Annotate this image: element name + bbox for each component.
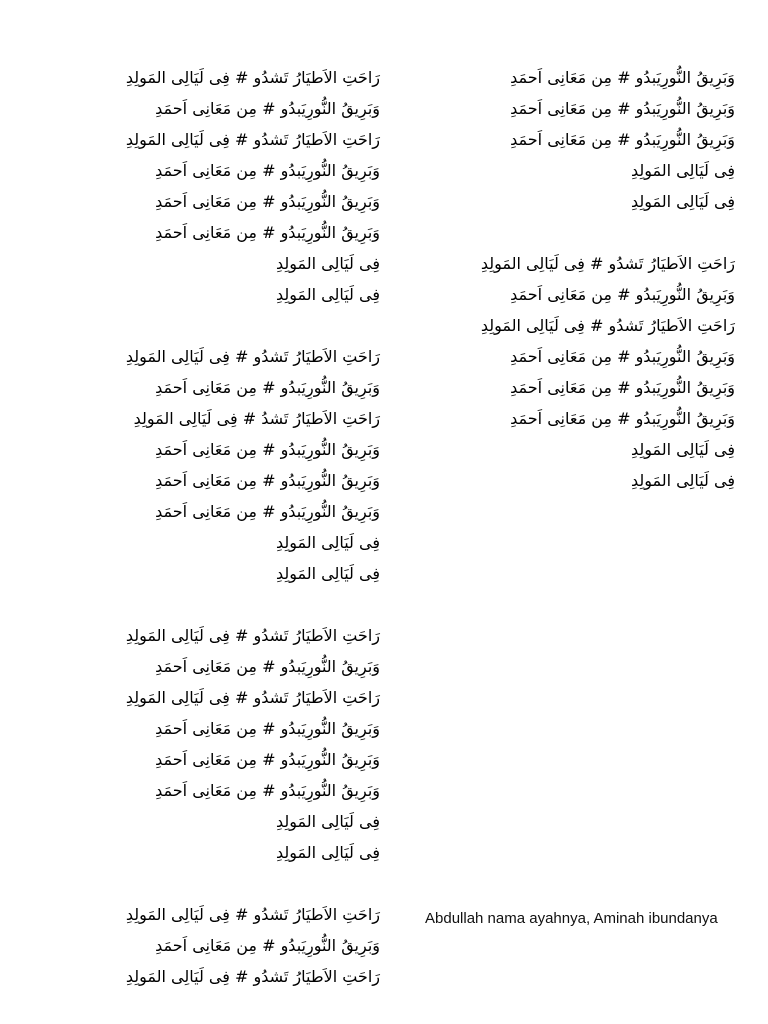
verse-line: رَاحَتِ الاَطيَارُ تَشدُو # فِى لَيَالِى المَولِدِ	[125, 130, 380, 149]
verse-line: وَبَرِيقُ النُّورِيَبدُو # مِن مَعَانِى اَحمَدِ	[155, 936, 380, 955]
verse-line: فِى لَيَالِى المَولِدِ	[275, 812, 380, 831]
right-column	[410, 62, 735, 496]
verse-line: رَاحَتِ الاَطيَارُ تَشدُو # فِى لَيَالِى المَولِدِ	[480, 316, 735, 335]
verse-line: وَبَرِيقُ النُّورِيَبدُو # مِن مَعَانِى اَحمَدِ	[510, 285, 735, 304]
verse-line: وَبَرِيقُ النُّورِيَبدُو # مِن مَعَانِى اَحمَدِ	[510, 409, 735, 428]
stanza-6	[410, 248, 735, 496]
stanza-2	[60, 341, 380, 589]
stanza-5	[410, 62, 735, 217]
verse-line: وَبَرِيقُ النُّورِيَبدُو # مِن مَعَانِى اَحمَدِ	[155, 657, 380, 676]
stanza-4	[60, 899, 380, 992]
verse-line: وَبَرِيقُ النُّورِيَبدُو # مِن مَعَانِى اَحمَدِ	[155, 781, 380, 800]
verse-line: فِى لَيَالِى المَولِدِ	[630, 471, 735, 490]
verse-line: وَبَرِيقُ النُّورِيَبدُو # مِن مَعَانِى اَحمَدِ	[155, 161, 380, 180]
verse-line: فِى لَيَالِى المَولِدِ	[275, 564, 380, 583]
verse-line: فِى لَيَالِى المَولِدِ	[275, 254, 380, 273]
stanza-gap	[60, 589, 380, 620]
verse-line: رَاحَتِ الاَطيَارُ تَشدُو # فِى لَيَالِى المَولِدِ	[125, 626, 380, 645]
verse-line: رَاحَتِ الاَطيَارُ تَشدُو # فِى لَيَالِى المَولِدِ	[125, 68, 380, 87]
verse-line: وَبَرِيقُ النُّورِيَبدُو # مِن مَعَانِى اَحمَدِ	[510, 378, 735, 397]
stanza-gap	[410, 217, 735, 248]
verse-line: فِى لَيَالِى المَولِدِ	[275, 843, 380, 862]
left-column	[60, 62, 380, 992]
verse-line: وَبَرِيقُ النُّورِيَبدُو # مِن مَعَانِى اَحمَدِ	[155, 99, 380, 118]
verse-line: وَبَرِيقُ النُّورِيَبدُو # مِن مَعَانِى اَحمَدِ	[510, 130, 735, 149]
verse-line: وَبَرِيقُ النُّورِيَبدُو # مِن مَعَانِى اَحمَدِ	[155, 378, 380, 397]
verse-line: وَبَرِيقُ النُّورِيَبدُو # مِن مَعَانِى اَحمَدِ	[155, 719, 380, 738]
verse-line: وَبَرِيقُ النُّورِيَبدُو # مِن مَعَانِى اَحمَدِ	[510, 68, 735, 87]
verse-line: وَبَرِيقُ النُّورِيَبدُو # مِن مَعَانِى اَحمَدِ	[510, 347, 735, 366]
verse-line: رَاحَتِ الاَطيَارُ تَشدُو # فِى لَيَالِى المَولِدِ	[125, 905, 380, 924]
stanza-gap	[60, 868, 380, 899]
verse-line: رَاحَتِ الاَطيَارُ تَشدُو # فِى لَيَالِى المَولِدِ	[125, 688, 380, 707]
verse-line: وَبَرِيقُ النُّورِيَبدُو # مِن مَعَانِى اَحمَدِ	[510, 99, 735, 118]
verse-line: فِى لَيَالِى المَولِدِ	[275, 533, 380, 552]
stanza-3	[60, 620, 380, 868]
verse-line: وَبَرِيقُ النُّورِيَبدُو # مِن مَعَانِى اَحمَدِ	[155, 440, 380, 459]
verse-line: وَبَرِيقُ النُّورِيَبدُو # مِن مَعَانِى اَحمَدِ	[155, 192, 380, 211]
verse-line: وَبَرِيقُ النُّورِيَبدُو # مِن مَعَانِى اَحمَدِ	[155, 471, 380, 490]
verse-line: فِى لَيَالِى المَولِدِ	[630, 440, 735, 459]
verse-line: وَبَرِيقُ النُّورِيَبدُو # مِن مَعَانِى اَحمَدِ	[155, 502, 380, 521]
verse-line: وَبَرِيقُ النُّورِيَبدُو # مِن مَعَانِى اَحمَدِ	[155, 750, 380, 769]
verse-line: رَاحَتِ الاَطيَارُ تَشدُو # فِى لَيَالِى المَولِدِ	[125, 967, 380, 986]
verse-line: رَاحَتِ الاَطيَارُ تَشدُو # فِى لَيَالِى المَولِدِ	[125, 347, 380, 366]
verse-line: وَبَرِيقُ النُّورِيَبدُو # مِن مَعَانِى اَحمَدِ	[155, 223, 380, 242]
verse-line: فِى لَيَالِى المَولِدِ	[275, 285, 380, 304]
verse-line: فِى لَيَالِى المَولِدِ	[630, 161, 735, 180]
stanza-gap	[60, 310, 380, 341]
verse-line: رَاحَتِ الاَطيَارُ تَشدُو # فِى لَيَالِى المَولِدِ	[480, 254, 735, 273]
verse-line: فِى لَيَالِى المَولِدِ	[630, 192, 735, 211]
side-note: Abdullah nama ayahnya, Aminah ibundanya	[425, 910, 718, 927]
verse-line: رَاحَتِ الاَطيَارُ تَشدُ # فِى لَيَالِى المَولِدِ	[133, 409, 380, 428]
stanza-1	[60, 62, 380, 310]
